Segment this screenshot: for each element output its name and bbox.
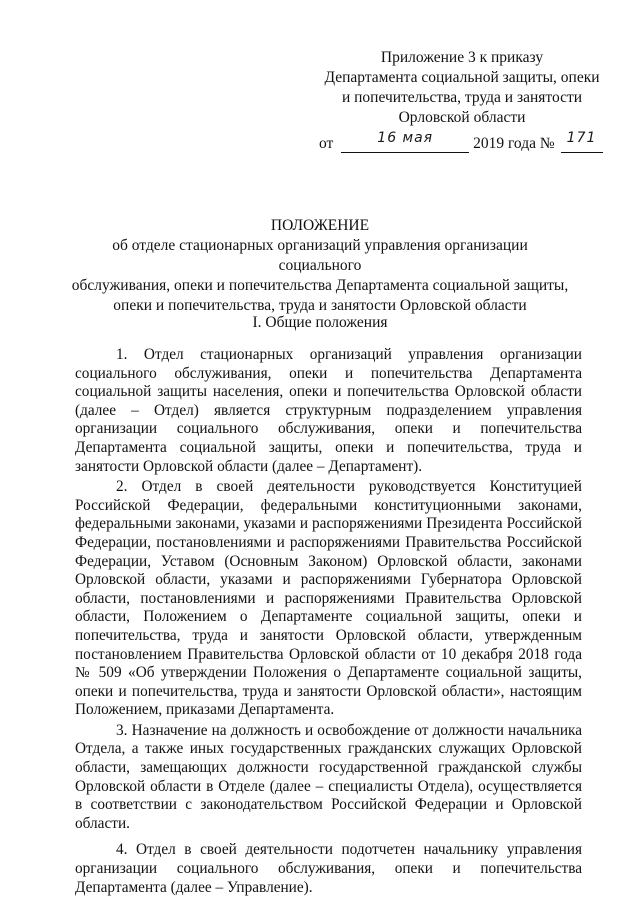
title-line-2: обслуживания, опеки и попечительства Департамента социальной защиты, [71, 277, 569, 294]
handwritten-number [561, 130, 603, 153]
paragraph-1: 1. Отдел стационарных организаций управления организации социального обслуживания, опеки и попечительства Департамента социальной защиты населения, опеки и попечительства Орловской области (далее – Отдел) является структурным подразделением управления организации социального обслуживания, опеки и попечительства Департамента социальной защиты, опеки и попечительства, труда и занятости Орловской области (далее – Департамент). [75, 346, 582, 475]
paragraph-2: 2. Отдел в своей деятельности руководствуется Конституцией Российской Федерации, федеральными конституционными законами, федеральными законами, указами и распоряжениями Президента Российской Федерации, постановлениями и распоряжениями Правительства Российской Федерации, Уставом (Основным Законом) Орловской области, законами Орловской области, указами и распоряжениями Губернатора Орловской области, постановлениями и распоряжениями Правительства Орловской области, Положением о Департаменте социальной защиты, опеки и попечительства, труда и занятости Орловской области, утвержденным постановлением Правительства Орловской области от 10 декабря 2018 года № 509 «Об утверждении Положения о Департаменте социальной защиты, опеки и попечительства, труда и занятости Орловской области», настоящим Положением, приказами Департамента. [75, 478, 582, 719]
paragraph-3: 3. Назначение на должность и освобождение от должности начальника Отдела, а также иных государственных гражданских служащих Орловской области, замещающих должности государственной гражданской службы Орловской области в Отделе (далее – специалисты Отдела), осуществляется в соответствии с законодательством Российской Федерации и Орловской области. [75, 721, 582, 832]
document-body [75, 346, 582, 899]
handwritten-date-text: 16 мая [377, 130, 434, 146]
appendix-header [312, 48, 612, 128]
paragraph-4: 4. Отдел в своей деятельности подотчетен начальнику управления организации социального обслуживания, опеки и попечительства Департамента (далее – Управление). [75, 841, 582, 896]
date-prefix: от [319, 135, 334, 152]
appendix-line-4: Орловской области [398, 109, 526, 126]
handwritten-number-text: 171 [566, 130, 597, 146]
title-heading: ПОЛОЖЕНИЕ [270, 217, 370, 234]
year-text: 2019 года № [473, 135, 555, 152]
document-title [70, 216, 570, 316]
section-heading: I. Общие положения [252, 314, 388, 331]
title-line-3: опеки и попечительства, труда и занятости Орловской области [113, 297, 527, 314]
order-date-line [319, 130, 609, 154]
title-line-1: об отделе стационарных организаций управления организации социального [112, 237, 528, 274]
appendix-line-1: Приложение 3 к приказу [380, 49, 544, 66]
appendix-line-3: и попечительства, труда и занятости [341, 89, 583, 106]
appendix-line-2: Департамента социальной защиты, опеки [324, 69, 600, 86]
handwritten-date [341, 130, 469, 153]
